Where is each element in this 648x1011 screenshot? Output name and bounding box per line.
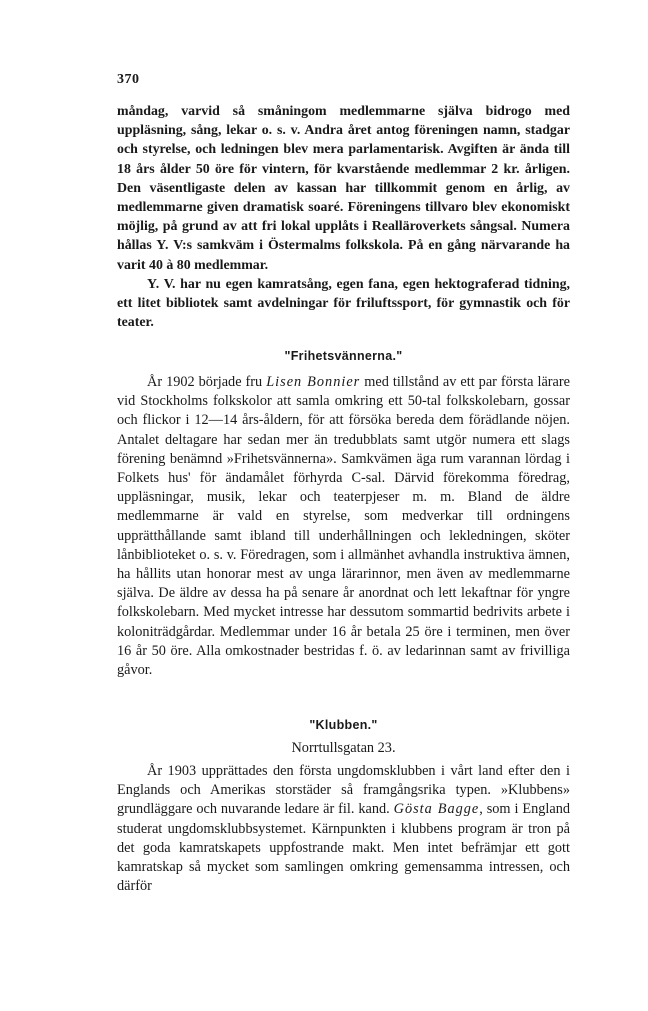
intro-paragraph-1: måndag, varvid så småningom medlemmarne själva bidrogo med uppläsning, sång, lekar o. s. v. Andra året antog föreningen namn, stadgar och styrelse, och ledningen blev mera parlamentarisk. Avgiften är ända till 18 års ålder 50 öre för vintern, för kvarstående medlemmar 2 kr. årligen. Den väsentligaste delen av kassan har tillkommit genom en årlig, av medlemmarne given dramatisk soaré. Föreningens tillvaro blev ekonomiskt möjlig, på grund av att fri lokal upplåts i Realläroverkets sångsal. Numera hållas Y. V:s samkväm i Östermalms folkskola. På en gång närvarande ha varit 40 à 80 medlemmar. bbox=[117, 104, 570, 273]
page-number: 370 bbox=[117, 72, 140, 87]
frihetsvannerna-text-1: År 1902 började fru bbox=[147, 374, 267, 390]
frihetsvannerna-paragraph bbox=[117, 373, 570, 680]
klubben-address: Norrtullsgatan 23. bbox=[291, 740, 396, 756]
intro-paragraph-2: Y. V. har nu egen kamratsång, egen fana, egen hektograferad tidning, ett litet bibliotek samt avdelningar för friluftssport, för gymnastik och för teater. bbox=[117, 276, 570, 331]
klubben-paragraph bbox=[117, 762, 570, 896]
klubben-text-1: År 1903 upprättades den första ungdomsklubben i vårt land efter den i Englands och Amerikas storstäder så framgångsrika typen. »Klubbens» grundläggare och nuvarande ledare är fil. kand. bbox=[117, 763, 570, 818]
klubben-section bbox=[117, 762, 570, 896]
frihetsvannerna-section bbox=[117, 373, 570, 680]
klubben-text-2: , som i England studerat ungdomsklubbsystemet. Kärnpunkten i klubbens program är tron på det goda kamratskapets uppfostrande makt. Men intet befrämjar ett gott kamratskap så mycket som samlingen omkring gemensamma intressen, och därför bbox=[117, 801, 570, 895]
person-name-gosta-bagge: Gösta Bagge bbox=[393, 801, 480, 818]
intro-section bbox=[117, 102, 570, 332]
person-name-lisen-bonnier: Lisen Bonnier bbox=[266, 374, 361, 390]
section-heading-frihetsvannerna: "Frihetsvännerna." bbox=[284, 349, 403, 363]
section-heading-klubben: "Klubben." bbox=[309, 718, 378, 732]
frihetsvannerna-text-2: med tillstånd av ett par första lärare vid Stockholms folkskolor att samla omkring ett 50-tal folkskolebarn, gossar och flickor i 12—14 års-åldern, för att försöka bereda dem förädlande nöjen. Antalet deltagare har sedan mer än tredubblats samt utgör numera ett slags förening benämnd »Frihetsvännerna». Samkvämen äga rum varannan lördag i Folkets hus' för ändamålet förhyrda C-sal. Därvid förekomma föredrag, uppläsningar, musik, lekar och teaterpjeser m. m. Bland de äldre medlemmarne är vald en styrelse, som medverkar till ordningens upprätthållande samt ibland till underhållningen och lekledningen, sköter lånbiblioteket o. s. v. Föredragen, som i allmänhet avhandla instruktiva ämnen, ha hållits utan honorar mest av unga lärarinnor, men även av medlemmarne själva. De äldre av dessa ha på senare år anordnat och lett lekaftnar för yngre folkskolebarn. Med mycket intresse har dessutom sommartid bedrivits arbete i koloniträdgårdar. Medlemmar under 16 år betala 25 öre i terminen, men över 16 år 50 öre. Alla omkostnader bestridas f. ö. av ledarinnan samt av frivilliga gåvor. bbox=[117, 374, 570, 679]
